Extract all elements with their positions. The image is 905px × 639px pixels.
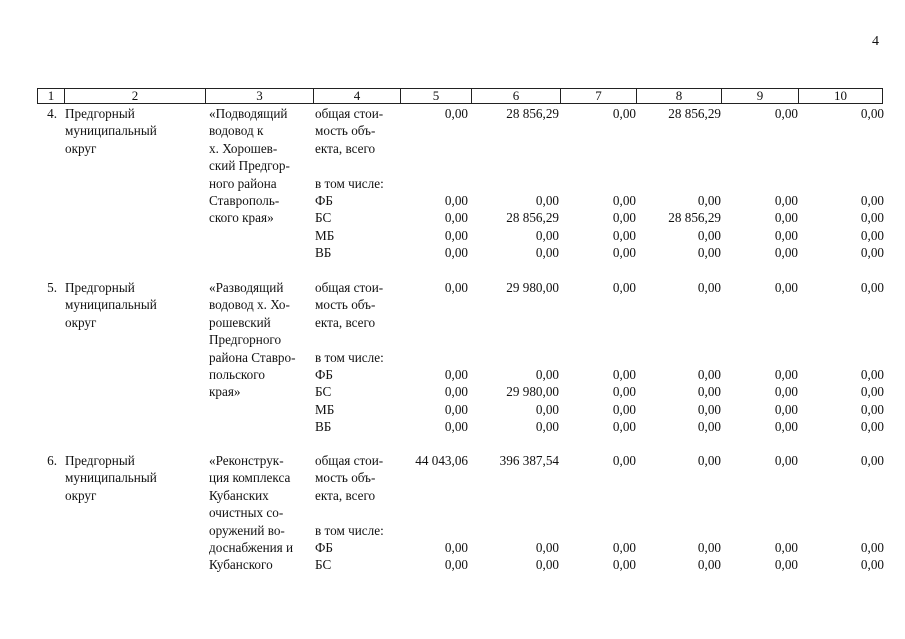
including-label: в том числе: [315,350,384,365]
cell-value: 0,00 [444,401,468,417]
header-cell: 4 [313,89,400,103]
cell-value: 0,00 [444,419,468,435]
cell-value: 0,00 [697,367,721,382]
cell-value: 0,00 [860,419,884,435]
text-line: оружений во- [209,522,285,538]
total-value: 0,00 [774,106,798,121]
total-value: 28 856,29 [668,106,721,121]
text-line: «Подводящий [209,106,288,121]
cell-value: 0,00 [612,557,636,573]
text-line: ского края» [209,210,274,226]
value-column [721,539,798,574]
cell-value: 0,00 [774,419,798,435]
value-column [798,539,884,574]
text-line: Предгорный [65,280,135,295]
cell-value: 0,00 [697,193,721,208]
text-line: Кубанского [209,557,273,573]
cell-value: 0,00 [860,367,884,382]
cell-value: 0,00 [697,245,721,261]
row-municipality [65,452,157,504]
value-column [636,539,721,574]
total-value: 0,00 [860,453,884,468]
text-line: Предгорный [65,106,135,121]
text-line: Предгорный [65,453,135,468]
text-line: округ [65,140,97,156]
including-label: в том числе: [315,523,384,538]
text-line: Предгорного [209,332,282,348]
text-line: мость объ- [315,297,376,313]
value-column [636,192,721,262]
source-label: ФБ [315,193,333,208]
total-value: 29 980,00 [506,280,559,295]
text-line: доснабжения и [209,540,294,556]
cell-value: 0,00 [774,540,798,555]
cell-value: 0,00 [697,384,721,400]
value-column [470,366,559,436]
row-object-name [209,279,296,401]
cell-value: 0,00 [860,210,884,226]
header-cell: 5 [400,89,471,103]
cell-value: 0,00 [535,367,559,382]
cell-value: 28 856,29 [668,210,721,226]
header-cell: 6 [471,89,560,103]
cell-value: 0,00 [612,193,636,208]
value-column [560,192,636,262]
cell-value: 0,00 [697,401,721,417]
value-column [362,539,468,574]
cell-value: 0,00 [535,419,559,435]
text-line: края» [209,384,241,400]
value-column [636,366,721,436]
header-cell: 1 [47,88,55,103]
cell-value: 0,00 [444,367,468,382]
text-line: мость объ- [315,123,376,139]
source-label: БС [315,210,332,226]
header-cell: 8 [636,89,721,103]
row-object-name [209,452,293,574]
text-line: общая стои- [315,453,384,468]
source-label: БС [315,384,332,400]
text-line: муниципальный [65,123,157,139]
cell-value: 0,00 [774,557,798,573]
total-value: 396 387,54 [499,453,559,468]
source-label: БС [315,557,332,573]
value-column [470,192,559,262]
text-line: х. Хорошев- [209,140,278,156]
cell-value: 0,00 [444,245,468,261]
text-line: района Ставро- [209,349,296,365]
cell-value: 0,00 [860,540,884,555]
value-column [470,539,559,574]
header-cell: 10 [798,89,882,103]
cell-value: 0,00 [774,227,798,243]
cell-value: 0,00 [697,227,721,243]
row-number: 4. [47,106,57,121]
total-value: 0,00 [774,280,798,295]
text-line: муниципальный [65,297,157,313]
cell-value: 0,00 [860,245,884,261]
cell-value: 0,00 [444,193,468,208]
cell-value: 0,00 [697,557,721,573]
header-cell: 2 [64,89,205,103]
cell-value: 0,00 [444,210,468,226]
cell-value: 0,00 [612,210,636,226]
cell-value: 0,00 [535,540,559,555]
text-line: ного района [209,175,277,191]
cell-value: 0,00 [612,384,636,400]
value-column [721,366,798,436]
total-value: 0,00 [774,453,798,468]
source-label: ВБ [315,419,332,435]
text-line: ция комплекса [209,470,291,486]
cell-value: 0,00 [444,384,468,400]
page-number: 4 [872,34,879,49]
cell-value: 0,00 [612,367,636,382]
cell-value: 0,00 [860,557,884,573]
total-value: 28 856,29 [506,106,559,121]
row-object-name [209,105,290,227]
value-column [560,366,636,436]
cell-value: 0,00 [535,401,559,417]
header-cell: 3 [205,89,313,103]
text-line: водовод х. Хо- [209,297,290,313]
cell-value: 0,00 [444,227,468,243]
total-value: 0,00 [697,453,721,468]
total-value: 0,00 [697,280,721,295]
value-column [721,192,798,262]
including-label: в том числе: [315,176,384,191]
text-line: общая стои- [315,106,384,121]
value-column [362,192,468,262]
cell-value: 0,00 [860,384,884,400]
cell-value: 0,00 [444,540,468,555]
text-line: «Разводящий [209,280,284,295]
text-line: муниципальный [65,470,157,486]
row-municipality [65,105,157,157]
text-line: общая стои- [315,280,384,295]
total-value: 0,00 [860,106,884,121]
text-line: екта, всего [315,314,376,330]
text-line: Ставрополь- [209,193,280,209]
value-column [798,366,884,436]
cell-value: 0,00 [612,401,636,417]
text-line: округ [65,314,97,330]
cell-value: 0,00 [612,245,636,261]
header-cell: 7 [560,89,636,103]
cell-value: 0,00 [774,367,798,382]
text-line: польского [209,367,265,383]
cell-value: 0,00 [860,227,884,243]
row-municipality [65,279,157,331]
cell-value: 28 856,29 [506,210,559,226]
source-label: ВБ [315,245,332,261]
table-header-row [37,88,883,104]
cell-value: 0,00 [535,227,559,243]
total-value: 0,00 [612,280,636,295]
cell-value: 0,00 [774,384,798,400]
total-value: 44 043,06 [415,453,468,468]
text-line: округ [65,487,97,503]
total-value: 0,00 [860,280,884,295]
text-line: очистных со- [209,505,284,521]
text-line: «Реконструк- [209,453,284,468]
value-column [362,366,468,436]
value-column [798,192,884,262]
cell-value: 0,00 [535,193,559,208]
text-line: екта, всего [315,487,376,503]
text-line: мость объ- [315,470,376,486]
source-label: ФБ [315,540,333,555]
cell-value: 0,00 [860,193,884,208]
cell-value: 0,00 [774,210,798,226]
row-number: 6. [47,453,57,468]
cell-value: 0,00 [774,401,798,417]
cell-value: 0,00 [774,245,798,261]
row-number: 5. [47,280,57,295]
text-line: водовод к [209,123,264,139]
cell-value: 0,00 [535,245,559,261]
text-line: рошевский [209,314,271,330]
source-label: ФБ [315,367,333,382]
cell-value: 0,00 [774,193,798,208]
cell-value: 0,00 [612,419,636,435]
cell-value: 0,00 [612,227,636,243]
text-line: Кубанских [209,487,269,503]
funding-sources [315,192,334,262]
cell-value: 0,00 [860,401,884,417]
total-value: 0,00 [444,280,468,295]
cell-value: 0,00 [535,557,559,573]
source-label: МБ [315,227,335,243]
funding-sources [315,539,333,574]
text-line: екта, всего [315,140,376,156]
total-value: 0,00 [612,453,636,468]
total-value: 0,00 [612,106,636,121]
cell-value: 29 980,00 [506,384,559,400]
cell-value: 0,00 [697,540,721,555]
text-line: ский Предгор- [209,158,290,174]
funding-sources [315,366,334,436]
cell-value: 0,00 [612,540,636,555]
cell-value: 0,00 [444,557,468,573]
value-column [560,539,636,574]
header-cell: 9 [721,89,798,103]
total-value: 0,00 [444,106,468,121]
source-label: МБ [315,401,335,417]
cell-value: 0,00 [697,419,721,435]
